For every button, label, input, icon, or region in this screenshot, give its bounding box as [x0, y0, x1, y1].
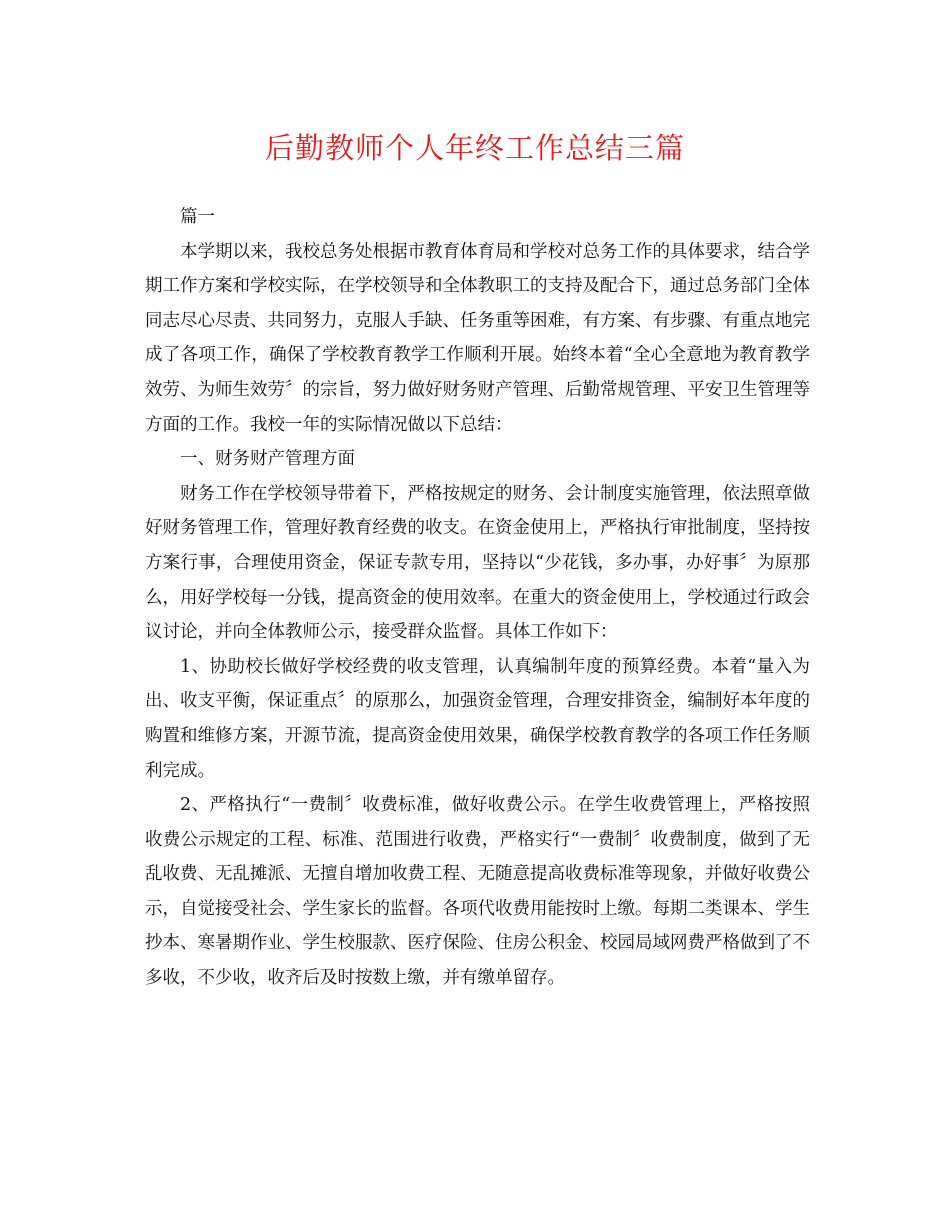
intro-paragraph: 本学期以来，我校总务处根据市教育体育局和学校对总务工作的具体要求，结合学期工作方案和学校实际，在学校领导和全体教职工的支持及配合下，通过总务部门全体同志尽心尽责、共同努力，克服人手缺、任务重等困难，有方案、有步骤、有重点地完成了各项工作，确保了学校教育教学工作顺利开展。始终本着“全心全意地为教育教学效劳、为师生效劳〞的宗旨，努力做好财务财产管理、后勤常规管理、平安卫生管理等方面的工作。我校一年的实际情况做以下总结： — [145, 241, 810, 435]
item-2-paragraph: 2、严格执行“一费制〞收费标准，做好收费公示。在学生收费管理上，严格按照收费公示规定的工程、标准、范围进行收费，严格实行“一费制〞收费制度，做到了无乱收费、无乱摊派、无擅自增加收费工程、无随意提高收费标准等现象，并做好收费公示，自觉接受社会、学生家长的监督。各项代收费用能按时上缴。每期二类课本、学生抄本、寒暑期作业、学生校服款、医疗保险、住房公积金、校园局域网费严格做到了不多收，不少收，收齐后及时按数上缴，并有缴单留存。 — [145, 795, 810, 989]
document-title: 后勤教师个人年终工作总结三篇 — [264, 131, 685, 165]
section-heading-part-one: 篇一 — [180, 207, 215, 227]
section-heading-finance: 一、财务财产管理方面 — [180, 449, 355, 470]
item-1-paragraph: 1、协助校长做好学校经费的收支管理，认真编制年度的预算经费。本着“量入为出、收支平衡，保证重点〞的原那么，加强资金管理，合理安排资金，编制好本年度的购置和维修方案，开源节流，提高资金使用效果，确保学校教育教学的各项工作任务顺利完成。 — [145, 656, 810, 781]
document-body — [145, 200, 810, 996]
finance-paragraph: 财务工作在学校领导带着下，严格按规定的财务、会计制度实施管理，依法照章做好财务管理工作，管理好教育经费的收支。在资金使用上，严格执行审批制度，坚持按方案行事，合理使用资金，保证专款专用，坚持以“少花钱，多办事，办好事〞为原那么，用好学校每一分钱，提高资金的使用效率。在重大的资金使用上，学校通过行政会议讨论，并向全体教师公示，接受群众监督。具体工作如下： — [145, 483, 810, 643]
